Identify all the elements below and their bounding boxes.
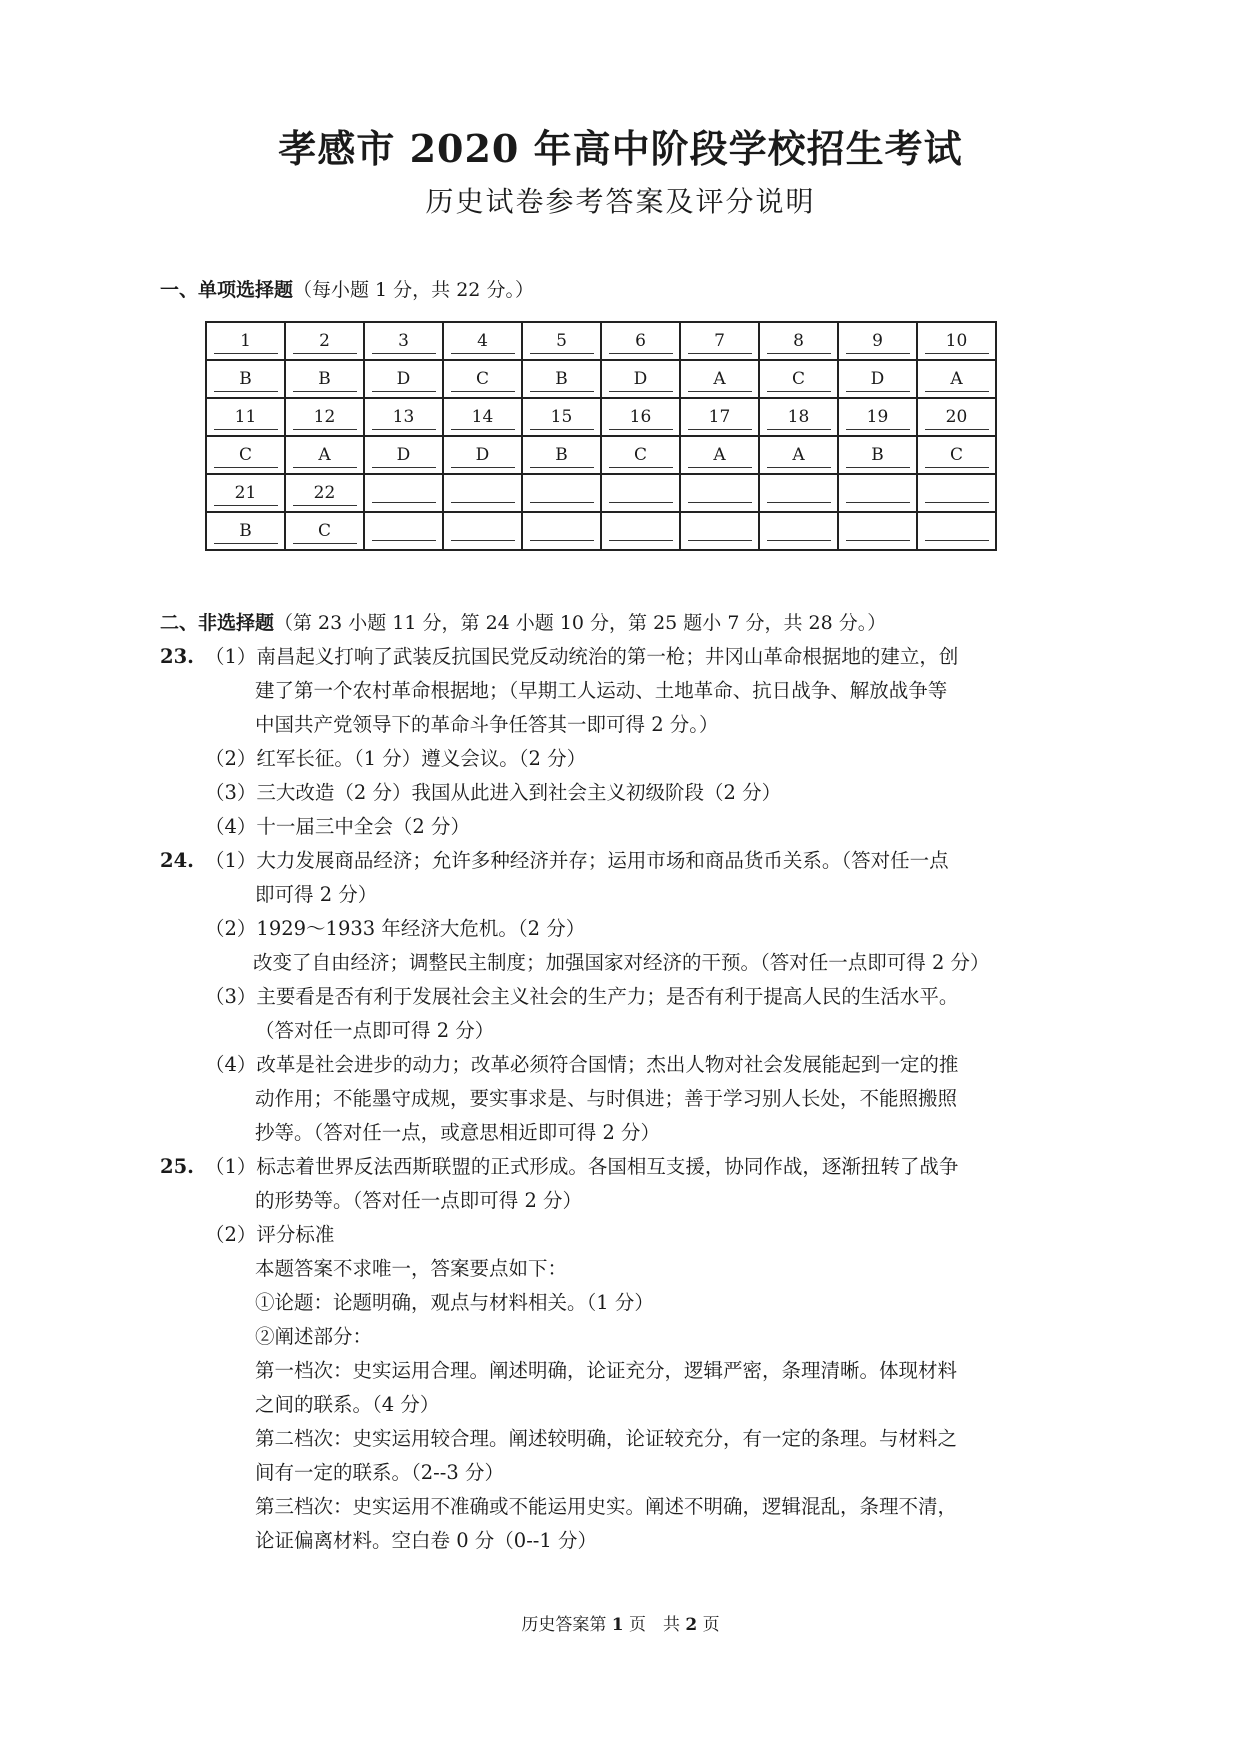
question-number-row (206, 322, 996, 360)
answer-cell (364, 398, 443, 436)
answer-line: 中国共产党领导下的革命斗争任答其一即可得 2 分。） (255, 713, 719, 736)
answer-key (372, 516, 436, 541)
answer-key: D (372, 367, 436, 392)
answer-key (688, 516, 752, 541)
answer-key (846, 516, 910, 541)
answer-key: C (767, 367, 831, 392)
answer-cell (838, 322, 917, 360)
answer-line: 论证偏离材料。空白卷 0 分（0--1 分） (255, 1529, 597, 1552)
answer-cell (601, 512, 680, 550)
answer-line: （4）十一届三中全会（2 分） (205, 815, 471, 838)
answer-key: A (925, 367, 989, 392)
answer-cell (522, 398, 601, 436)
answer-line: 动作用；不能墨守成规，要实事求是、与时俱进；善于学习别人长处，不能照搬照 (255, 1087, 958, 1110)
question-number: 9 (846, 329, 910, 354)
question-number: 25. (160, 1155, 194, 1178)
answer-cell (364, 322, 443, 360)
answer-key (609, 516, 673, 541)
answer-cell (680, 398, 759, 436)
question-number: 17 (688, 405, 752, 430)
answer-line: （2）评分标准 (205, 1223, 335, 1246)
answer-cell (285, 512, 364, 550)
footer-suffix: 页 (702, 1615, 720, 1635)
answer-key: B (530, 367, 594, 392)
question-number (372, 478, 436, 503)
answer-line: （2）红军长征。（1 分）遵义会议。（2 分） (205, 747, 587, 770)
answer-key: C (451, 367, 515, 392)
answer-cell (364, 512, 443, 550)
question-number: 19 (846, 405, 910, 430)
answer-key: D (609, 367, 673, 392)
answer-cell (285, 474, 364, 512)
answer-cell (443, 322, 522, 360)
answer-cell (838, 474, 917, 512)
question-number: 23. (160, 645, 194, 668)
answer-key (451, 516, 515, 541)
answer-cell (443, 474, 522, 512)
question-number: 24. (160, 849, 194, 872)
question-number: 7 (688, 329, 752, 354)
answer-line: （2）1929～1933 年经济大危机。（2 分） (205, 917, 586, 940)
question-24 (160, 844, 1060, 1150)
question-number: 5 (530, 329, 594, 354)
answer-line: 改变了自由经济；调整民主制度；加强国家对经济的干预。（答对任一点即可得 2 分） (253, 951, 990, 974)
answer-cell (364, 360, 443, 398)
question-number: 12 (293, 405, 357, 430)
answer-line: 的形势等。（答对任一点即可得 2 分） (255, 1189, 583, 1212)
answer-cell (206, 398, 285, 436)
question-number: 6 (609, 329, 673, 354)
answer-cell (285, 322, 364, 360)
answer-cell (522, 322, 601, 360)
answer-cell (206, 436, 285, 474)
question-number: 16 (609, 405, 673, 430)
question-number: 11 (214, 405, 278, 430)
answer-cell (680, 360, 759, 398)
answer-cell (443, 436, 522, 474)
answer-key: A (688, 367, 752, 392)
question-23 (160, 640, 1060, 844)
answer-cell (206, 474, 285, 512)
question-number: 10 (925, 329, 989, 354)
question-number (846, 478, 910, 503)
question-number: 3 (372, 329, 436, 354)
answer-cell (522, 474, 601, 512)
answer-key: C (293, 519, 357, 544)
answer-key: C (925, 443, 989, 468)
answer-cell (364, 474, 443, 512)
answer-key (530, 516, 594, 541)
answer-key: B (214, 519, 278, 544)
question-number (767, 478, 831, 503)
answer-line: （1）大力发展商品经济；允许多种经济并存；运用市场和商品货币关系。（答对任一点 (205, 849, 949, 872)
answer-cell (206, 322, 285, 360)
question-number: 1 (214, 329, 278, 354)
answer-line: （3）主要看是否有利于发展社会主义社会的生产力；是否有利于提高人民的生活水平。 (205, 985, 959, 1008)
answer-cell (838, 436, 917, 474)
answer-body (160, 640, 1060, 1558)
question-number (925, 478, 989, 503)
answer-cell (285, 436, 364, 474)
question-number: 2 (293, 329, 357, 354)
answer-cell (601, 436, 680, 474)
answer-key: D (372, 443, 436, 468)
question-number: 15 (530, 405, 594, 430)
answer-cell (443, 360, 522, 398)
section2-title: 二、非选择题 (160, 612, 275, 634)
section1-heading (160, 275, 534, 302)
question-number: 13 (372, 405, 436, 430)
section1-title: 一、单项选择题 (160, 279, 294, 301)
answer-cell (601, 360, 680, 398)
question-number (451, 478, 515, 503)
answer-key: A (293, 443, 357, 468)
answer-line: （4）改革是社会进步的动力；改革必须符合国情；杰出人物对社会发展能起到一定的推 (205, 1053, 959, 1076)
answer-line: （3）三大改造（2 分）我国从此进入到社会主义初级阶段（2 分） (205, 781, 782, 804)
answer-cell (364, 436, 443, 474)
answer-cell (680, 322, 759, 360)
answer-line: 抄等。（答对任一点，或意思相近即可得 2 分） (255, 1121, 661, 1144)
answer-cell (759, 474, 838, 512)
answer-cell (917, 512, 996, 550)
answer-key: A (688, 443, 752, 468)
answer-line: 建了第一个农村革命根据地；（早期工人运动、土地革命、抗日战争、解放战争等 (255, 679, 948, 702)
answer-line: （答对任一点即可得 2 分） (255, 1019, 495, 1042)
question-number: 22 (293, 481, 357, 506)
answer-key: B (846, 443, 910, 468)
answer-cell (838, 398, 917, 436)
question-number: 21 (214, 481, 278, 506)
question-number: 14 (451, 405, 515, 430)
answer-cell (759, 512, 838, 550)
answer-cell (759, 322, 838, 360)
answer-line: 第二档次：史实运用较合理。阐述较明确，论证较充分，有一定的条理。与材料之 (255, 1427, 958, 1450)
question-number (530, 478, 594, 503)
answer-cell (917, 360, 996, 398)
answer-key: B (214, 367, 278, 392)
answer-cell (601, 398, 680, 436)
answer-cell (759, 398, 838, 436)
answer-line: 第三档次：史实运用不准确或不能运用史实。阐述不明确，逻辑混乱，条理不清， (255, 1495, 958, 1518)
answer-key (767, 516, 831, 541)
page-footer (0, 1610, 1241, 1635)
answer-line: 之间的联系。（4 分） (255, 1393, 440, 1416)
answer-line: 间有一定的联系。（2--3 分） (255, 1461, 504, 1484)
answer-cell (443, 398, 522, 436)
answer-cell (917, 322, 996, 360)
answer-line: ①论题：论题明确，观点与材料相关。（1 分） (255, 1291, 654, 1314)
footer-page-number: 1 (611, 1615, 624, 1635)
answer-key: D (846, 367, 910, 392)
answer-cell (680, 474, 759, 512)
question-number-row (206, 398, 996, 436)
answer-cell (601, 474, 680, 512)
answer-line: （1）标志着世界反法西斯联盟的正式形成。各国相互支援，协同作战，逐渐扭转了战争 (205, 1155, 959, 1178)
question-number: 20 (925, 405, 989, 430)
answer-cell (285, 398, 364, 436)
answer-key: C (609, 443, 673, 468)
answer-cell (206, 512, 285, 550)
section2-note: （第 23 小题 11 分，第 24 小题 10 分，第 25 题小 7 分，共 28 分。） (274, 612, 887, 634)
footer-prefix: 历史答案第 (521, 1615, 607, 1635)
page-subtitle: 历史试卷参考答案及评分说明 (425, 185, 816, 218)
answer-line: （1）南昌起义打响了武装反抗国民党反动统治的第一枪；井冈山革命根据地的建立，创 (205, 645, 959, 668)
answer-cell (522, 360, 601, 398)
answer-key: A (767, 443, 831, 468)
answer-table (205, 321, 997, 551)
answer-key-row (206, 512, 996, 550)
answer-key: B (293, 367, 357, 392)
answer-key: D (451, 443, 515, 468)
answer-cell (917, 436, 996, 474)
answer-key: B (530, 443, 594, 468)
answer-key-row (206, 436, 996, 474)
answer-key (925, 516, 989, 541)
answer-line: 本题答案不求唯一，答案要点如下： (255, 1257, 568, 1280)
answer-key-row (206, 360, 996, 398)
section2-heading (160, 608, 886, 635)
answer-line: 第一档次：史实运用合理。阐述明确，论证充分，逻辑严密，条理清晰。体现材料 (255, 1359, 958, 1382)
answer-cell (443, 512, 522, 550)
answer-cell (522, 512, 601, 550)
answer-cell (680, 512, 759, 550)
answer-cell (759, 360, 838, 398)
answer-cell (680, 436, 759, 474)
question-number: 18 (767, 405, 831, 430)
footer-total-pages: 2 (685, 1615, 698, 1635)
answer-cell (522, 436, 601, 474)
question-number-row (206, 474, 996, 512)
answer-key: C (214, 443, 278, 468)
answer-cell (206, 360, 285, 398)
answer-cell (601, 322, 680, 360)
question-number (688, 478, 752, 503)
question-number: 4 (451, 329, 515, 354)
answer-cell (917, 398, 996, 436)
question-number (609, 478, 673, 503)
answer-cell (838, 360, 917, 398)
answer-line: ②阐述部分： (255, 1325, 373, 1348)
page-title: 孝感市 2020 年高中阶段学校招生考试 (278, 126, 963, 171)
answer-cell (917, 474, 996, 512)
footer-mid: 页 共 (629, 1615, 680, 1635)
answer-cell (285, 360, 364, 398)
section1-note: （每小题 1 分，共 22 分。） (293, 279, 534, 301)
answer-line: 即可得 2 分） (255, 883, 378, 906)
question-number: 8 (767, 329, 831, 354)
question-25 (160, 1150, 1060, 1558)
answer-cell (838, 512, 917, 550)
answer-cell (759, 436, 838, 474)
